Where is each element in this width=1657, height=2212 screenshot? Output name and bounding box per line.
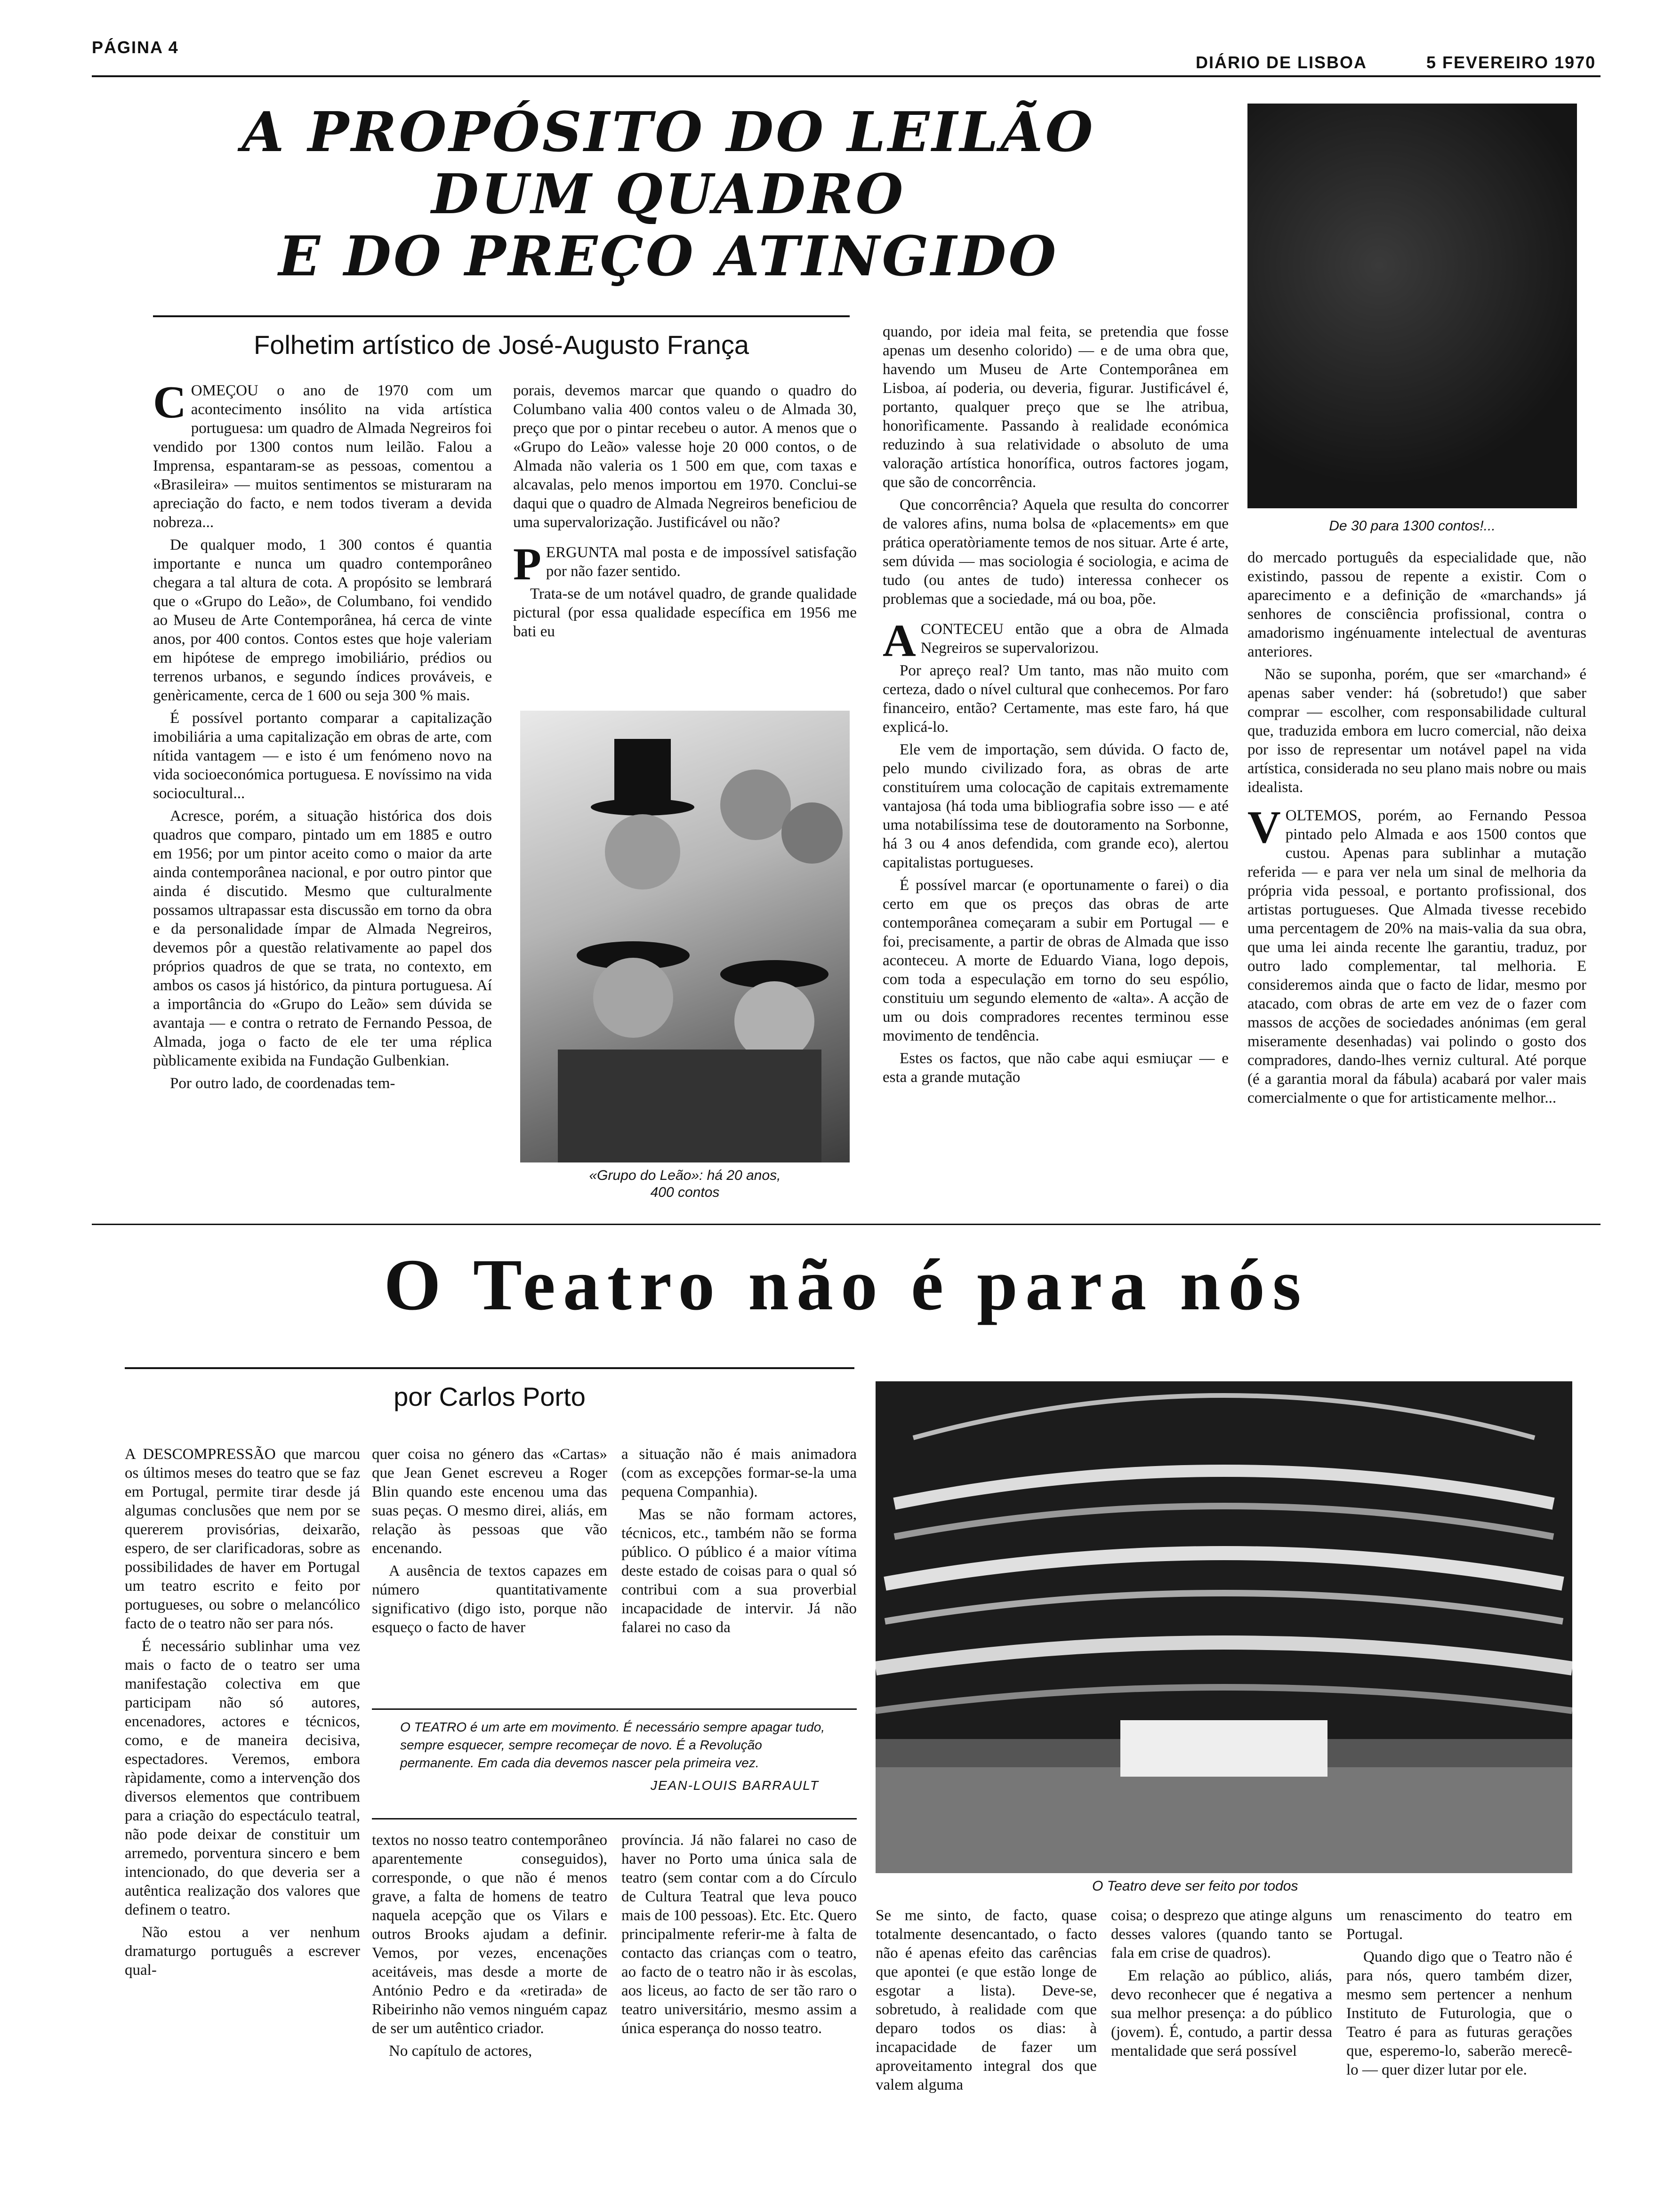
article2-col1-paragraph: É necessário sublinhar uma vez mais o facto de o teatro ser uma manifestação colectiva em que participam não só autores, encenadores, actores e técnicos, como, e de maneira decisiva, espectadores. Veremos, embora ràpidamente, como a intervenção dos diversos elementos que contribuem para a criação do espectáculo teatral, não pode deixar de constituir um arremedo, porventura sincero e bem intencionado, do que deveria ser a autêntica realização dos valores que definem o teatro.	[125, 1638, 360, 1918]
article1-title	[151, 101, 1186, 288]
article1-col3-paragraph: Que concorrência? Aquela que resulta do concorrer de valores afins, numa bolsa de «placements» em que prática operatòriamente temos de nos situar. Arte é arte, sem dúvida — mas sociologia é sociologia, e acima de tudo (ou antes de tudo) interessa conhecer os problemas que a sociedade, má ou boa, põe.	[883, 497, 1229, 608]
drop-cap-v: V	[1247, 802, 1281, 853]
theatre-illustration	[876, 1381, 1572, 1873]
theatre-photo	[876, 1381, 1572, 1873]
article2-col2-paragraph: A ausência de textos capazes em número quantitativamente significativo (digo isto, porque não esqueço o facto de haver	[372, 1563, 607, 1636]
issue-date: 5 FEVEREIRO 1970	[1426, 53, 1596, 72]
article1-title-line1: A PROPÓSITO DO LEILÃO	[241, 100, 1095, 164]
article2-col3b-paragraph: província. Já não falarei no caso de haver no Porto uma única sala de teatro (sem contar com a do Círculo de Cultura Teatral que leva pouco mais de 100 pessoas). Etc. Etc. Quero principalmente referir-me à falta de contacto das crianças com o teatro, ao facto de o teatro não ir às escolas, aos liceus, ao facto de ser tão raro o teatro universitário, mesmo assim a única esperança do nosso teatro.	[621, 1832, 857, 2037]
grupo-do-leao-photo	[520, 711, 850, 1162]
article2-column-3b	[621, 1831, 857, 2184]
article2-column-2b	[372, 1831, 607, 2184]
painting-caption: De 30 para 1300 contos!...	[1329, 518, 1496, 534]
drop-cap-c: C	[153, 377, 186, 428]
article1-column-3	[883, 322, 1229, 1212]
grupo-do-leao-illustration	[520, 711, 850, 1162]
article1-col1-paragraph: COMEÇOU o ano de 1970 com um acontecimento insólito na vida artística portuguesa: um quadro de Almada Negreiros foi vendido por 1300 contos num leilão. Falou a Imprensa, espantaram-se as pessoas, comentou a «Brasileira» — muitos sentimentos se misturaram na apreciação do facto, e nem todos tiveram a devida nobreza...	[153, 377, 492, 531]
article1-col1-paragraph: É possível portanto comparar a capitalização imobiliária a uma capitalização em obras de arte, com nítida vantagem — e isto é um fenómeno novo na vida socioeconómica portuguesa. E novíssimo na vida sociocultural...	[153, 710, 492, 802]
article2-col2-paragraph: quer coisa no género das «Cartas» que Jean Genet escreveu a Roger Blin quando este encenou uma das suas peças. O mesmo direi, aliás, em relação às pessoas que vão encenando.	[372, 1446, 607, 1557]
section-divider	[92, 1224, 1601, 1225]
article1-col3-paragraph: ACONTECEU então que a obra de Almada Negreiros se supervalorizou.	[883, 616, 1229, 666]
article2-byline-rule	[125, 1367, 854, 1369]
drop-cap-p: P	[513, 539, 541, 590]
article1-col4-paragraph: VOLTEMOS, porém, ao Fernando Pessoa pintado pelo Almada e aos 1500 contos que custou. Apenas para sublinhar a mutação referida — e para ver nela um sinal de melhoria da própria vida pessoal, e portanto profissional, dos artistas portugueses. Que Almada tivesse recebido uma percentagem de 20% na mais-valia da sua obra, que uma lei ainda recente lhe garantiu, traduz, por outro lado complementar, tal melhoria. E consideremos ainda que o facto de lidar, mesmo por atacado, com obras de arte em vez de o fazer com massos de acções de sociedades anónimas (em geral miseramente desenhadas) vai polindo o gosto dos compradores, dando-lhes verniz cultural. Até porque (é a garantia moral da fábula) acabará por valer mais comercialmente o que for artisticamente melhor...	[1247, 802, 1586, 1106]
header-rule	[92, 75, 1601, 77]
article1-col4-paragraph: do mercado português da especialidade que, não existindo, passou de repente a existir. Com o aparecimento e a definição de «marchands» já senhores de consciência profissional, contra o amadorismo ingénuamente intelectual de aventuras anteriores.	[1247, 549, 1586, 660]
article1-col3-paragraph: Por apreço real? Um tanto, mas não muito com certeza, dado o nível cultural que conhecemos. Por faro financeiro, então? Certamente, mas este faro, há que explicá-lo.	[883, 662, 1229, 736]
article2-col6-paragraph: um renascimento do teatro em Portugal.	[1346, 1907, 1572, 1943]
barrault-quote-box	[372, 1708, 857, 1819]
almada-painting-photo	[1247, 104, 1577, 508]
grupo-do-leao-caption-line2: 400 contos	[650, 1185, 720, 1200]
article1-col2-paragraph: porais, devemos marcar que quando o quadro do Columbano valia 400 contos valeu o de Almada 30, preço que por o pintar recebeu o autor. A menos que o «Grupo do Leão» valesse hoje 20 000 contos, o de Almada não valeria os 1 500 em que, com taxas e alcavalas, pelo menos importou em 1970. Conclui-se daqui que o quadro de Almada Negreiros beneficiou de uma supervalorização. Justificável ou não?	[513, 382, 857, 531]
article2-column-5	[1111, 1906, 1332, 2184]
article1-byline: Folhetim artístico de José-Augusto França	[253, 330, 749, 360]
page-number: PÁGINA 4	[92, 38, 179, 57]
article2-column-2	[372, 1445, 607, 1704]
article1-col3-paragraph: quando, por ideia mal feita, se pretendia que fosse apenas um desenho colorido) — e de uma obra que, havendo um Museu de Arte Contemporânea em Lisboa, aí poderia, ou deveria, figurar. Justificável é, portanto, qualquer preço que se lhe atribua, honorìficamente. Passando à realidade económica reduzindo à sua relatividade o absoluto de uma valoração artística honorífica, outros factores jogam, que são de concorrência.	[883, 323, 1229, 491]
article2-column-4	[876, 1906, 1097, 2184]
article1-col1-paragraph: Por outro lado, de coordenadas tem-	[170, 1075, 395, 1092]
article1-title-line3: E DO PREÇO ATINGIDO	[278, 224, 1059, 289]
article2-col3-paragraph: a situação não é mais animadora (com as excepções formar-se-la uma pequena Companhia).	[621, 1446, 857, 1500]
article1-title-line2: DUM QUADRO	[431, 162, 906, 226]
article1-col1-paragraph: De qualquer modo, 1 300 contos é quantia importante e nunca um quadro contemporâneo chegara a tal altura de cota. A propósito se lembrará que o «Grupo do Leão», de Columbano, foi vendido ao Museu de Arte Contemporânea, há cerca de vinte anos, por 400 contos. Contos estes que hoje valeriam em hipótese de emprego imobiliário, prédios ou terrenos urbanos, e segundo índices prováveis, e genèricamente, cerca de 1 600 ou seja 300 % mais.	[153, 537, 492, 704]
barrault-quote: O TEATRO é um arte em movimento. É necessário sempre apagar tudo, sempre esquecer, sempre recomeçar de novo. É a Revolução permanente. Em cada dia devemos nascer pela primeira vez.	[400, 1720, 825, 1770]
article2-byline: por Carlos Porto	[394, 1382, 586, 1411]
article1-col2-paragraph: Trata-se de um notável quadro, de grande qualidade pictural (por essa qualidade específica em 1956 me bati eu	[513, 585, 857, 640]
article2-column-6	[1346, 1906, 1572, 2184]
barrault-author: JEAN-LOUIS BARRAULT	[651, 1778, 819, 1793]
article2-col1-paragraph: Não estou a ver nenhum dramaturgo português a escrever qual-	[125, 1924, 360, 1979]
article2-col5-paragraph: coisa; o desprezo que atinge alguns desses valores (quando tanto se fala em crise de quadros).	[1111, 1907, 1332, 1962]
grupo-do-leao-caption	[520, 1167, 850, 1201]
article2-title: O Teatro não é para nós	[384, 1244, 1309, 1325]
article2-column-3	[621, 1445, 857, 1704]
article2-col1-paragraph: A DESCOMPRESSÃO que marcou os últimos meses do teatro que se faz em Portugal, permite tirar desde já algumas conclusões que nem por se quererem provisórias, deixarão, espero, de ser clarificadoras, sobre as possibilidades de haver em Portugal um teatro escrito e feito por portugueses, ou sobre o melancólico facto de o teatro não ser para nós.	[125, 1446, 360, 1632]
article1-col4-paragraph: Não se suponha, porém, que ser «marchand» é apenas saber vender: há (sobretudo!) que saber comprar — escolher, com responsabilidade cultural que, traduzida embora em lucro comercial, não deixa por isso de representar um notável papel na vida artística, considerada no seu plano mais nobre ou mais idealista.	[1247, 666, 1586, 796]
article1-col3-paragraph: Estes os factos, que não cabe aqui esmiuçar — e esta a grande mutação	[883, 1050, 1229, 1086]
article2-col4-paragraph: Se me sinto, de facto, quase totalmente desencantado, o facto não é apenas efeito das carências que apontei (e que estão longe de esgotar a lista). Deve-se, sobretudo, à realidade com que deparo todos os dias: à incapacidade de fazer um aproveitamento integral dos que valem alguma	[876, 1907, 1097, 2093]
article2-col2b-paragraph: No capítulo de actores,	[389, 2043, 532, 2060]
newspaper-name: DIÁRIO DE LISBOA	[1196, 53, 1367, 72]
article2-col5-paragraph: Em relação ao público, aliás, devo reconhecer que é negativa a sua melhor presença: a do público (jovem). É, contudo, a partir dessa mentalidade que será possível	[1111, 1967, 1332, 2060]
grupo-do-leao-caption-line1: «Grupo do Leão»: há 20 anos,	[589, 1168, 781, 1183]
drop-cap-a: A	[883, 616, 916, 666]
article2-column-1	[125, 1445, 360, 2184]
article1-col3-paragraph: Ele vem de importação, sem dúvida. O facto de, pelo mundo civilizado fora, as obras de arte constituírem uma colocação de capitais extremamente vantajosa (há toda uma bibliografia sobre isso — e até uma notabilíssima tese de doutoramento na Sorbonne, há 3 ou 4 anos defendida, com grande eco), alertou capitalistas portugueses.	[883, 741, 1229, 871]
article1-column-4	[1247, 548, 1586, 1210]
article1-column-2	[513, 381, 857, 701]
article2-col2b-paragraph: textos no nosso teatro contemporâneo aparentemente conseguidos), corresponde, o que não é menos grave, a falta de homens de teatro naquela acepção que os Vilars e outros Brooks ajudam a definir. Vemos, por vezes, encenações aceitáveis, mas desde a morte de António Pedro e da «retirada» de Ribeirinho não vemos ninguém capaz de ser um autêntico criador.	[372, 1832, 607, 2037]
article2-col6-paragraph: Quando digo que o Teatro não é para nós, quero também dizer, mesmo sem pertencer a nenhum Instituto de Futurologia, que o Teatro é para as futuras gerações que, esperemo-lo, saberão merecê-lo — quer dizer lutar por ele.	[1346, 1948, 1572, 2078]
article1-col1-paragraph: Acresce, porém, a situação histórica dos dois quadros que comparo, pintado um em 1885 e outro em 1956; por um pintor aceito como o maior da arte ainda contemporânea nacional, e por outro pintor que ainda é discutido. Mesmo que culturalmente possamos ultrapassar esta discussão em torno da obra e da personalidade ímpar de Almada Negreiros, devemos pôr a questão relativamente ao papel dos próprios quadros de que se trata, no contexto, em ambos os casos já histórico, da pintura portuguesa. Aí a importância do «Grupo do Leão» sem dúvida se avantaja — e contra o retrato de Fernando Pessoa, de Almada, joga o facto de ele ter uma réplica pùblicamente exibida na Fundação Gulbenkian.	[153, 808, 492, 1069]
article1-col3-paragraph: É possível marcar (e oportunamente o farei) o dia certo em que os preços das obras de arte contemporânea começaram a subir em Portugal — e foi, precisamente, a partir de obras de Almada que isso aconteceu. A morte de Eduardo Viana, logo depois, com toda a especulação em torno do seu espólio, constituiu um segundo elemento de «alta». A acção de um ou dois compradores recentes terminou esse movimento de tendência.	[883, 877, 1229, 1044]
article1-column-1	[153, 377, 492, 1210]
article2-col3-paragraph: Mas se não formam actores, técnicos, etc., também não se forma público. O público é a maior vítima deste estado de coisas para o qual só contribui com a sua proverbial incapacidade de intervir. Já não falarei no caso da	[621, 1506, 857, 1636]
theatre-photo-caption: O Teatro deve ser feito por todos	[1092, 1878, 1298, 1894]
article1-col2-paragraph: PERGUNTA mal posta e de impossível satisfação por não fazer sentido.	[513, 539, 857, 590]
byline-rule	[153, 315, 850, 317]
